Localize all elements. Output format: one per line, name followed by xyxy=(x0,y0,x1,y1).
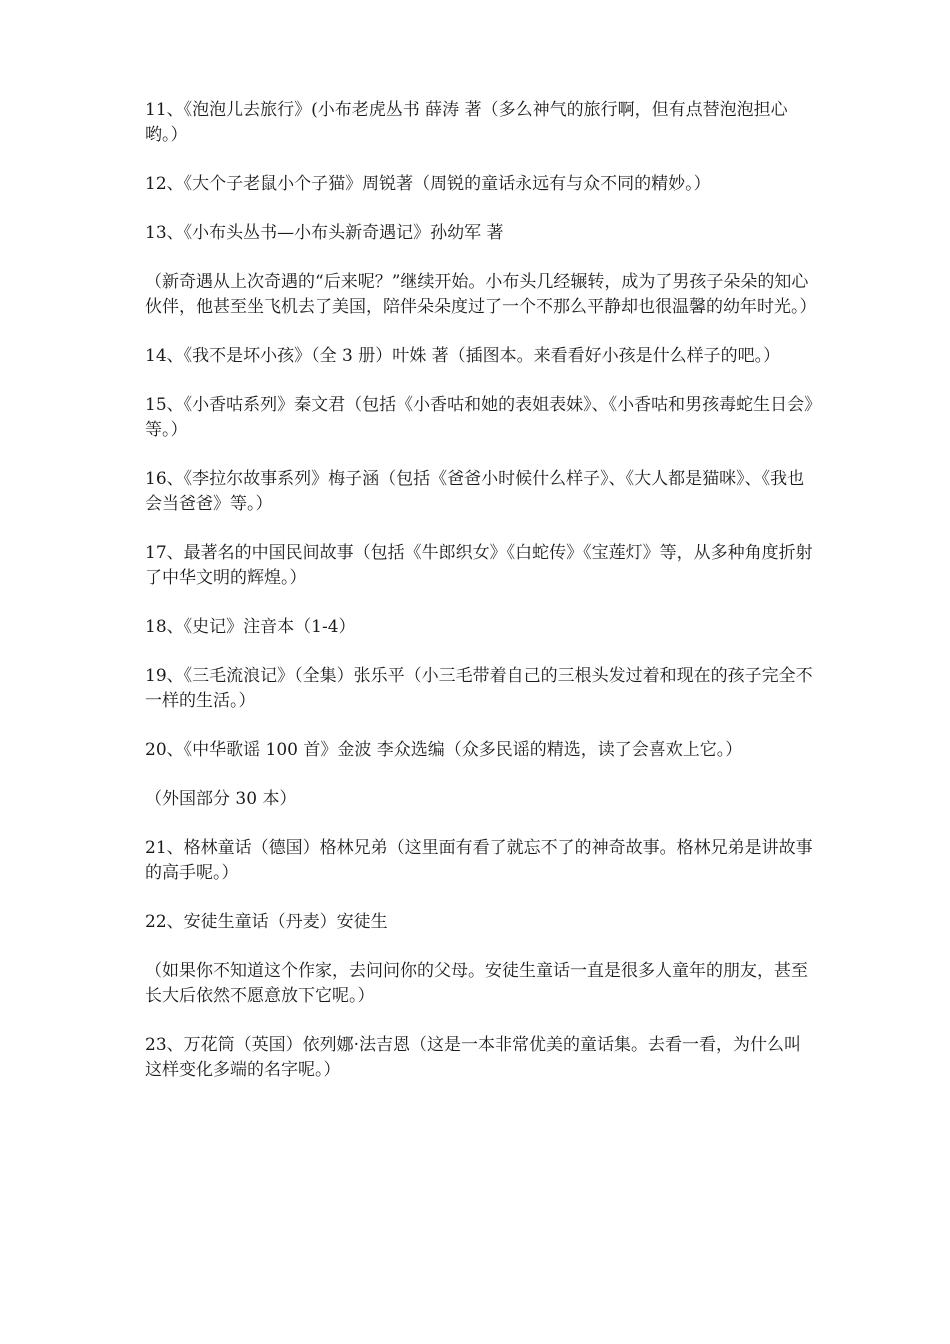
section-heading-foreign: （外国部分 30 本） xyxy=(145,789,297,809)
list-item-22: 22、安徒生童话（丹麦）安徒生 xyxy=(145,912,388,932)
list-item-19: 19、《三毛流浪记》（全集）张乐平（小三毛带着自己的三根头发过着和现在的孩子完全不一样的生活。） xyxy=(145,666,813,711)
list-item-13: 13、《小布头丛书—小布头新奇遇记》孙幼军 著 xyxy=(145,223,504,243)
list-item-13-description: （新奇遇从上次奇遇的“后来呢？”继续开始。小布头几经辗转，成为了男孩子朵朵的知心伙伴，他甚至坐飞机去了美国，陪伴朵朵度过了一个不那么平静却也很温馨的幼年时光。） xyxy=(145,272,817,317)
list-item-16: 16、《李拉尔故事系列》梅子涵（包括《爸爸小时候什么样子》、《大人都是猫咪》、《我也会当爸爸》等。） xyxy=(145,469,805,514)
book-list xyxy=(145,98,817,1107)
list-item-23: 23、万花筒（英国）依列娜·法吉恩（这是一本非常优美的童话集。去看一看，为什么叫这样变化多端的名字呢。） xyxy=(145,1035,802,1080)
list-item-20: 20、《中华歌谣 100 首》金波 李众选编（众多民谣的精选，读了会喜欢上它。） xyxy=(145,740,743,760)
list-item-15: 15、《小香咕系列》秦文君（包括《小香咕和她的表姐表妹》、《小香咕和男孩毒蛇生日会》等。） xyxy=(145,395,813,440)
list-item-18: 18、《史记》注音本（1-4） xyxy=(145,617,356,637)
list-item-12: 12、《大个子老鼠小个子猫》周锐著（周锐的童话永远有与众不同的精妙。） xyxy=(145,174,711,194)
list-item-17: 17、最著名的中国民间故事（包括《牛郎织女》《白蛇传》《宝莲灯》等，从多种角度折射了中华文明的辉煌。） xyxy=(145,543,813,588)
list-item-14: 14、《我不是坏小孩》（全 3 册）叶姝 著（插图本。来看看好小孩是什么样子的吧。） xyxy=(145,346,781,366)
list-item-11: 11、《泡泡儿去旅行》(小布老虎丛书 薛涛 著（多么神气的旅行啊，但有点替泡泡担心哟。） xyxy=(145,100,788,145)
list-item-22-description: （如果你不知道这个作家，去问问你的父母。安徒生童话一直是很多人童年的朋友，甚至长大后依然不愿意放下它呢。） xyxy=(145,961,808,1006)
list-item-21: 21、格林童话（德国）格林兄弟（这里面有看了就忘不了的神奇故事。格林兄弟是讲故事的高手呢。） xyxy=(145,838,813,883)
